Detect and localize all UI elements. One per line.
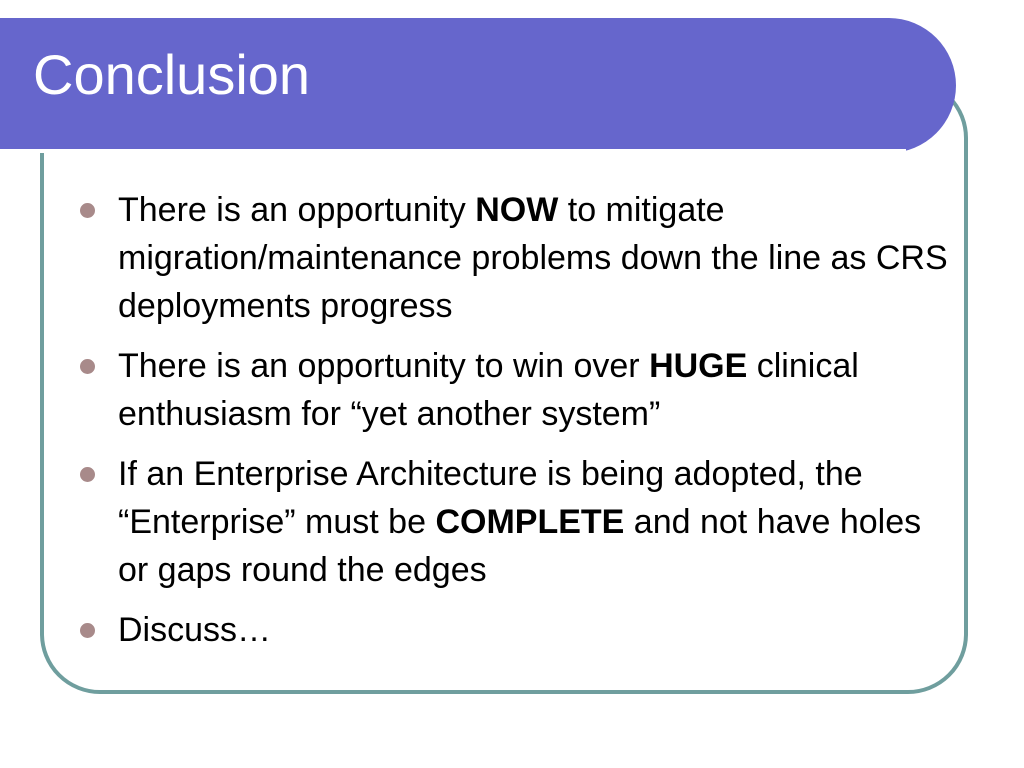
bullet-text-after: to mitigate migration/maintenance problems down the line as CRS deployments progress xyxy=(118,191,948,325)
bullet-emphasis: COMPLETE xyxy=(435,503,625,541)
bullet-dot-icon xyxy=(80,203,95,218)
bullet-text-before: There is an opportunity xyxy=(118,191,476,229)
bullet-emphasis: NOW xyxy=(475,191,559,229)
bullet-item xyxy=(80,342,952,438)
bullet-emphasis: HUGE xyxy=(649,347,748,385)
title-underline xyxy=(0,149,906,153)
bullet-text-after: clinical enthusiasm for “yet another system” xyxy=(118,347,859,433)
bullet-dot-icon xyxy=(80,623,95,638)
bullet-text-after: and not have holes or gaps round the edges xyxy=(118,503,922,589)
bullet-text-before: Discuss… xyxy=(118,611,272,649)
bullet-list xyxy=(80,186,952,666)
bullet-item xyxy=(80,186,952,330)
bullet-dot-icon xyxy=(80,359,95,374)
slide-title: Conclusion xyxy=(33,43,311,106)
bullet-dot-icon xyxy=(80,467,95,482)
bullet-item xyxy=(80,606,952,654)
bullet-text-before: If an Enterprise Architecture is being adopted, the “Enterprise” must be xyxy=(118,455,863,541)
bullet-text-before: There is an opportunity to win over xyxy=(118,347,650,385)
bullet-item xyxy=(80,450,952,594)
